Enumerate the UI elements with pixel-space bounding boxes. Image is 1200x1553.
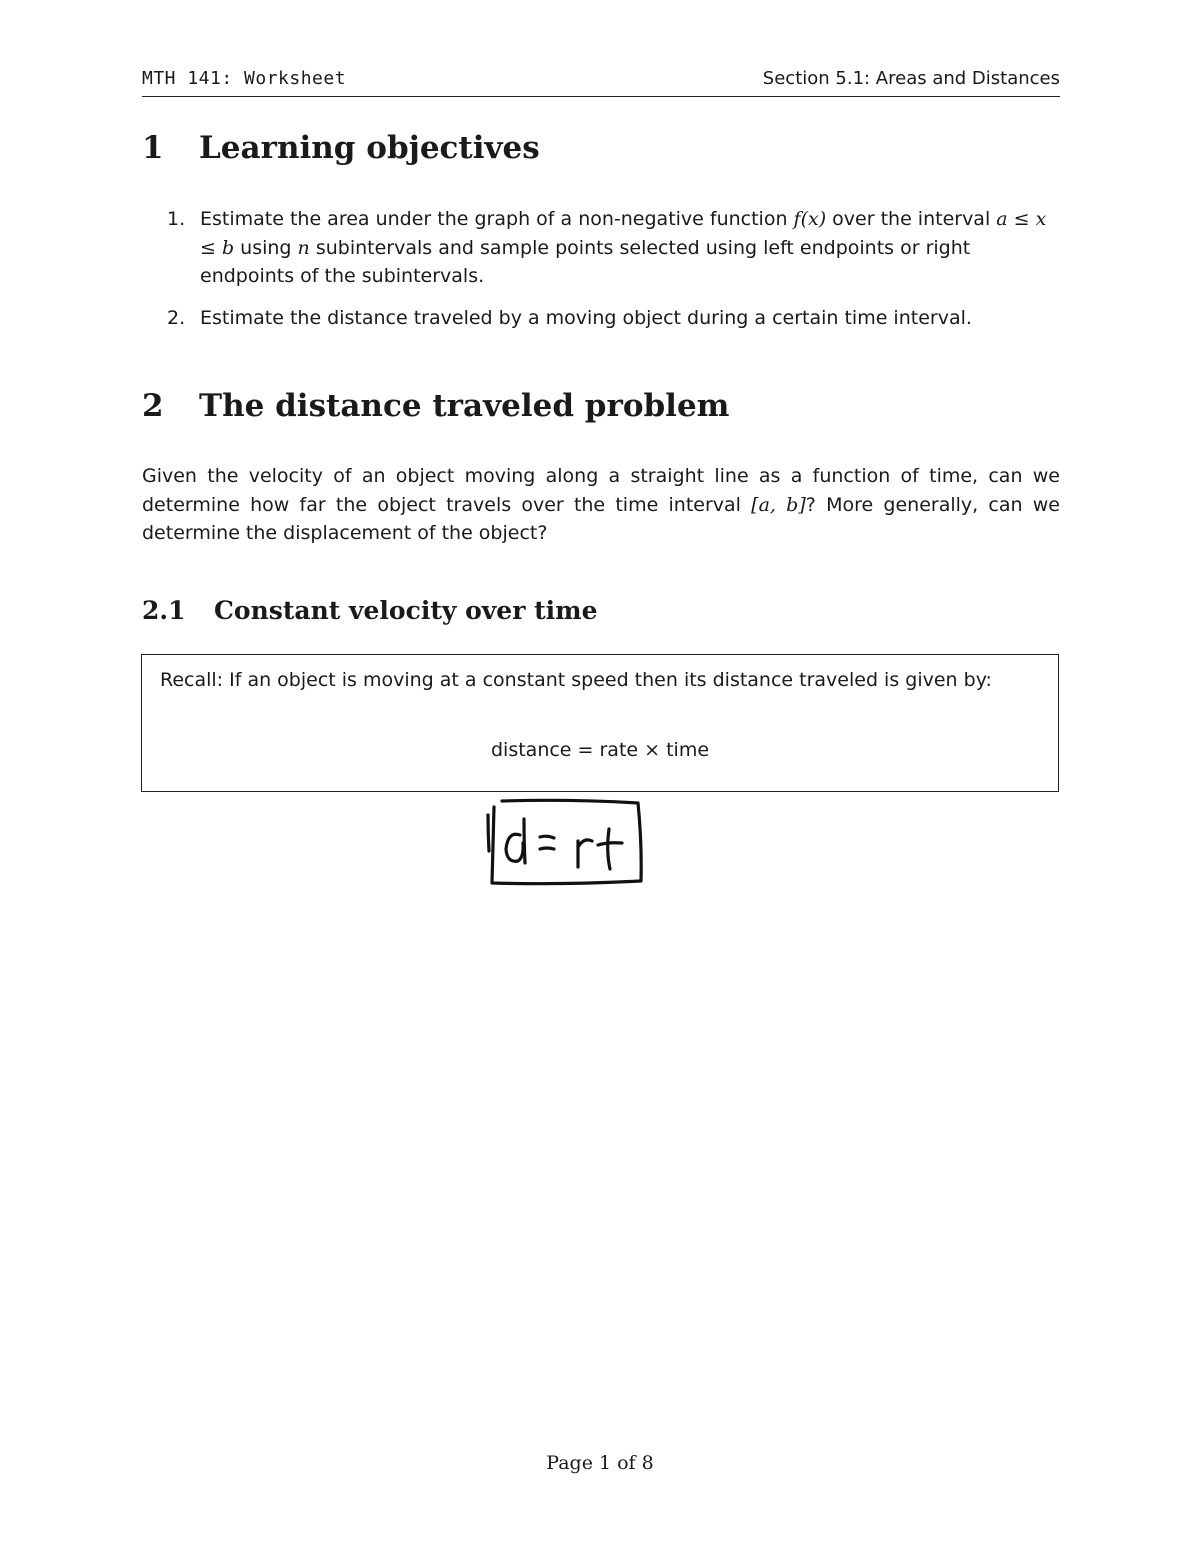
section-1-heading	[142, 130, 540, 166]
objective-item	[167, 205, 1060, 291]
objective-text-part: using	[234, 236, 298, 259]
function-notation: f(x)	[793, 208, 827, 230]
distance-problem-paragraph	[142, 462, 1060, 548]
subsection-2-1-title: Constant velocity over time	[214, 596, 598, 625]
page-number: Page 1 of 8	[546, 1452, 654, 1474]
paragraph-text-part: ? More generally, can we determine the displacement of the object?	[142, 493, 1060, 544]
objective-marker: 1.	[167, 208, 186, 230]
distance-formula: distance = rate × time	[490, 739, 710, 761]
section-2-number: 2	[142, 388, 164, 424]
recall-box	[141, 654, 1059, 792]
objective-text: Estimate the distance traveled by a moving object during a certain time interval.	[200, 306, 972, 329]
section-2-title: The distance traveled problem	[199, 388, 730, 424]
objectives-list	[167, 205, 1060, 345]
objective-text-part: over the interval	[826, 208, 997, 230]
section-1-number: 1	[142, 130, 164, 166]
running-header	[142, 68, 1060, 97]
section-2-heading	[142, 388, 729, 424]
objective-text-part: Estimate the area under the graph of a non-negative function	[200, 208, 794, 230]
header-course-title: MTH 141: Worksheet	[142, 68, 347, 89]
section-1-title: Learning objectives	[199, 130, 540, 166]
header-section-title: Section 5.1: Areas and Distances	[762, 68, 1060, 89]
objective-item	[167, 304, 1060, 333]
handwritten-note-d-equals-rt	[484, 793, 649, 893]
paragraph-text-part: Given the velocity of an object moving along a straight line as a function of time, can we determine how far the object travels over the time interval	[142, 465, 1060, 516]
subinterval-count-variable: n	[297, 236, 310, 259]
recall-text: Recall: If an object is moving at a constant speed then its distance traveled is given by:	[160, 669, 992, 691]
time-interval: [a, b]	[751, 493, 806, 516]
subsection-2-1-number: 2.1	[142, 596, 186, 625]
objective-marker: 2.	[167, 306, 186, 329]
interval-inequality: a ≤ x ≤ b	[200, 208, 1047, 259]
subsection-2-1-heading	[142, 596, 597, 625]
objective-text-part: subintervals and sample points selected using left endpoints or right endpoints of the subintervals.	[200, 236, 971, 287]
